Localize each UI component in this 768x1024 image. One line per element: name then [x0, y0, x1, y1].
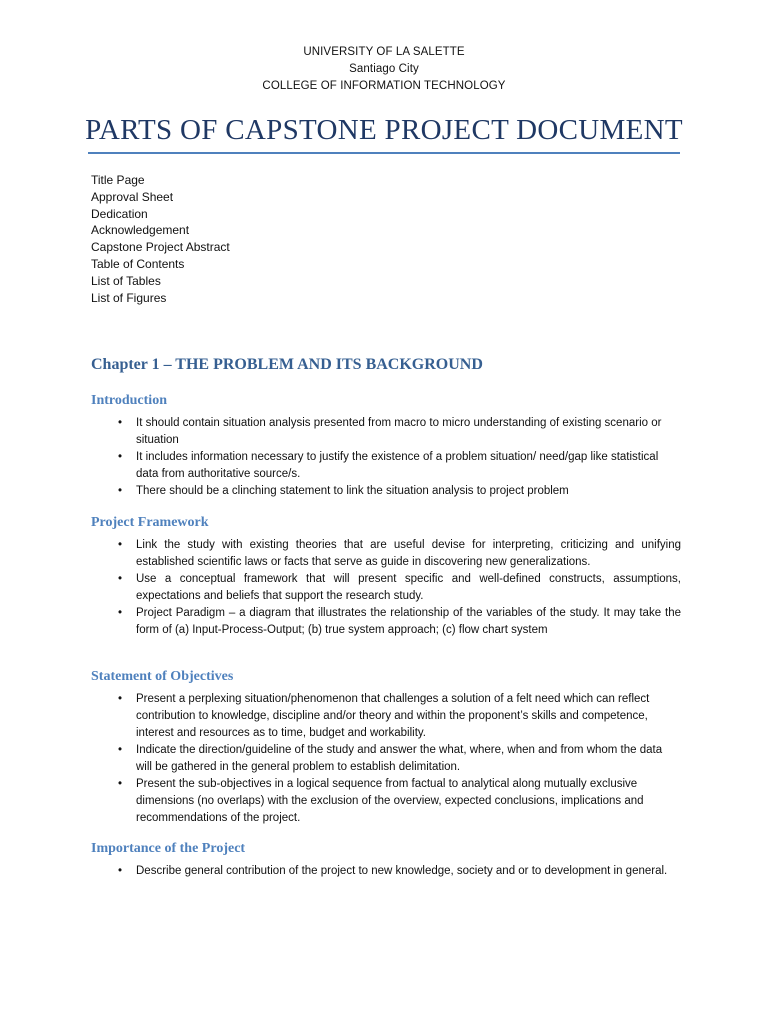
section-project-framework [91, 513, 681, 639]
college-name: COLLEGE OF INFORMATION TECHNOLOGY [262, 80, 506, 92]
list-item: List of Figures [91, 290, 167, 305]
section-introduction [91, 391, 681, 500]
bullet-list [91, 537, 681, 639]
section-heading: Importance of the Project [91, 841, 246, 856]
bullet-item: • It includes information necessary to justify the existence of a problem situation/ need/gap like statistical data from authoritative source/s. [91, 449, 681, 483]
bullet-item: • Present the sub-objectives in a logical sequence from factual to analytical along mutually exclusive dimensions (no overlaps) with the exclusion of the overview, expected conclusions, implications and recommendations of the project. [91, 776, 681, 827]
title-underline [88, 152, 680, 154]
bullet-list [91, 691, 681, 827]
bullet-list [91, 863, 681, 880]
parts-list [91, 172, 230, 306]
bullet-item: • There should be a clinching statement to link the situation analysis to project problem [91, 483, 681, 500]
list-item: List of Tables [91, 273, 161, 288]
bullet-item: • Link the study with existing theories that are useful devise for interpreting, criticizing and unifying established scientific laws or facts that serve as guide in discovering new generalizations. [91, 537, 681, 571]
list-item: Dedication [91, 206, 148, 221]
chapter-heading: Chapter 1 – THE PROBLEM AND ITS BACKGROUND [91, 356, 483, 373]
bullet-item: • Use a conceptual framework that will present specific and well-defined constructs, assumptions, expectations and beliefs that support the research study. [91, 571, 681, 605]
bullet-item: • It should contain situation analysis presented from macro to micro understanding of existing scenario or situation [91, 415, 681, 449]
section-heading: Statement of Objectives [91, 669, 234, 684]
list-item: Approval Sheet [91, 189, 174, 204]
section-importance-of-project [91, 839, 681, 880]
section-heading: Introduction [91, 393, 167, 408]
list-item: Acknowledgement [91, 223, 190, 238]
bullet-item: • Indicate the direction/guideline of the study and answer the what, where, when and from whom the data will be gathered in the general problem to establish delimitation. [91, 742, 681, 776]
bullet-list [91, 415, 681, 500]
university-name: UNIVERSITY OF LA SALETTE [303, 46, 465, 58]
list-item: Title Page [91, 173, 145, 187]
list-item: Capstone Project Abstract [91, 240, 230, 255]
list-item: Table of Contents [91, 256, 185, 271]
section-statement-of-objectives [91, 667, 681, 827]
document-title: PARTS OF CAPSTONE PROJECT DOCUMENT [85, 114, 683, 146]
bullet-item: • Describe general contribution of the project to new knowledge, society and or to development in general. [91, 863, 681, 880]
document-header [0, 44, 768, 95]
section-heading: Project Framework [91, 515, 209, 530]
bullet-item: • Project Paradigm – a diagram that illustrates the relationship of the variables of the study. It may take the form of (a) Input-Process-Output; (b) true system approach; (c) flow chart system [91, 605, 681, 639]
bullet-item: • Present a perplexing situation/phenomenon that challenges a solution of a felt need which can reflect contribution to knowledge, discipline and/or theory and within the proponent’s skills and competence, interest and resources as to time, budget and workability. [91, 691, 681, 742]
city-name: Santiago City [349, 63, 419, 75]
